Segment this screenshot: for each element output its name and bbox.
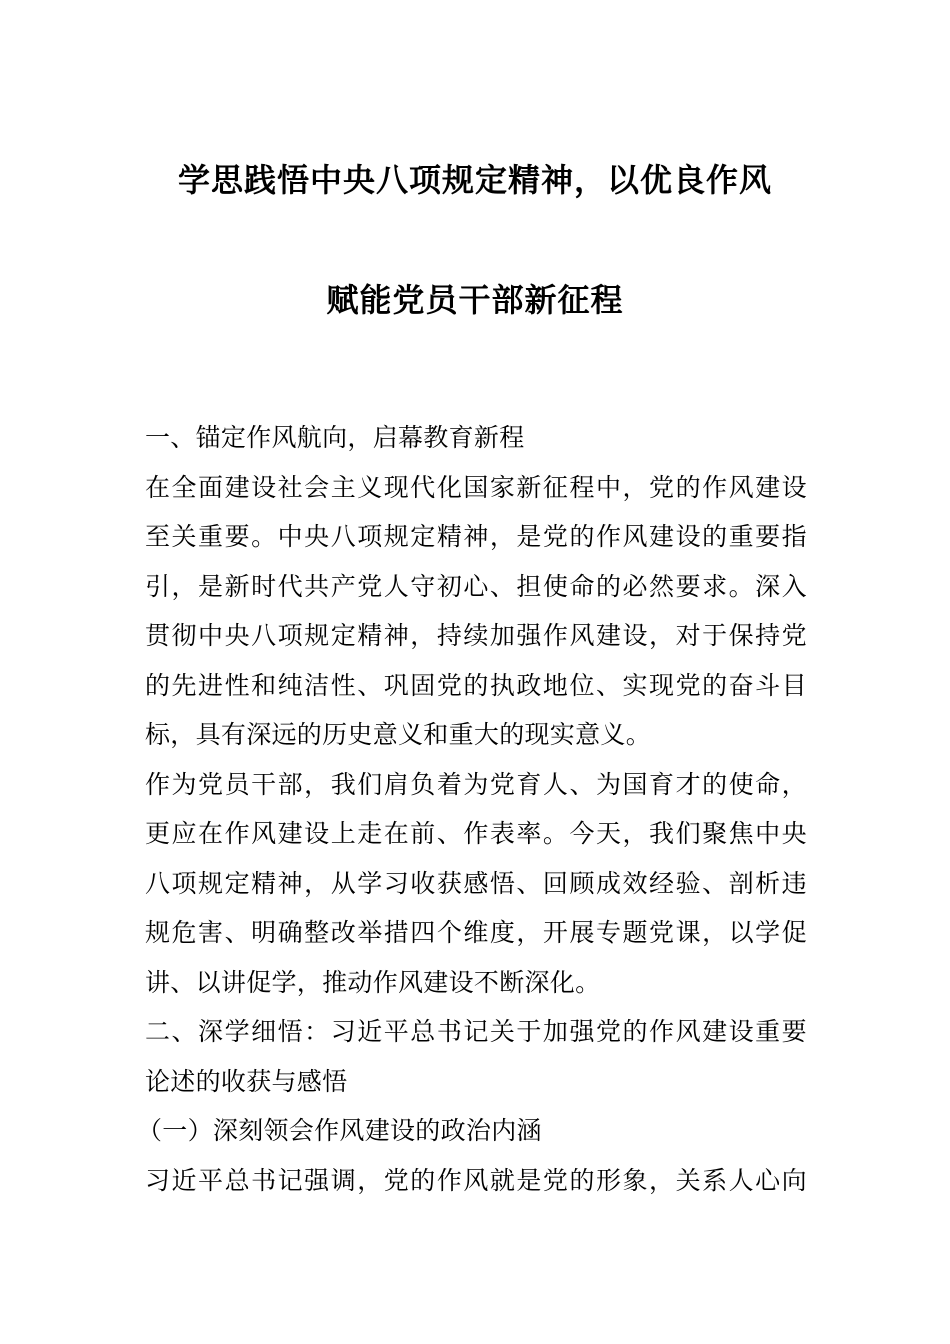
paragraph-line: 引，是新时代共产党人守初心、担使命的必然要求。深入 <box>145 571 807 601</box>
paragraph-line: 在全面建设社会主义现代化国家新征程中，党的作风建设 <box>145 472 807 502</box>
paragraph-line: 的先进性和纯洁性、巩固党的执政地位、实现党的奋斗目 <box>145 670 807 700</box>
document-title-line-2: 赋能党员干部新征程 <box>326 281 624 319</box>
paragraph-line: 讲、以讲促学，推动作风建设不断深化。 <box>145 967 601 997</box>
document-body <box>137 413 807 1205</box>
section-heading-2: 二、深学细悟：习近平总书记关于加强党的作风建设重要 <box>145 1017 807 1046</box>
paragraph-line: 标，具有深远的历史意义和重大的现实意义。 <box>145 720 652 749</box>
paragraph-line: 至关重要。中央八项规定精神，是党的作风建设的重要指 <box>145 522 807 551</box>
paragraph-line: 贯彻中央八项规定精神，持续加强作风建设，对于保持党 <box>145 621 807 650</box>
paragraph-line: 规危害、明确整改举措四个维度，开展专题党课，以学促 <box>145 918 807 947</box>
paragraph-line: 更应在作风建设上走在前、作表率。今天，我们聚焦中央 <box>145 819 807 848</box>
section-heading-1: 一、锚定作风航向，启幕教育新程 <box>145 423 525 452</box>
section-heading-2-continued: 论述的收获与感悟 <box>145 1066 348 1096</box>
paragraph-line: 习近平总书记强调，党的作风就是党的形象，关系人心向 <box>145 1165 807 1195</box>
paragraph-line: 八项规定精神，从学习收获感悟、回顾成效经验、剖析违 <box>145 868 807 898</box>
paragraph-line: 作为党员干部，我们肩负着为党育人、为国育才的使命， <box>145 769 807 799</box>
document-title-line-1: 学思践悟中央八项规定精神，以优良作风 <box>177 161 772 199</box>
subsection-heading-1: （一）深刻领会作风建设的政治内涵 <box>137 1116 542 1145</box>
